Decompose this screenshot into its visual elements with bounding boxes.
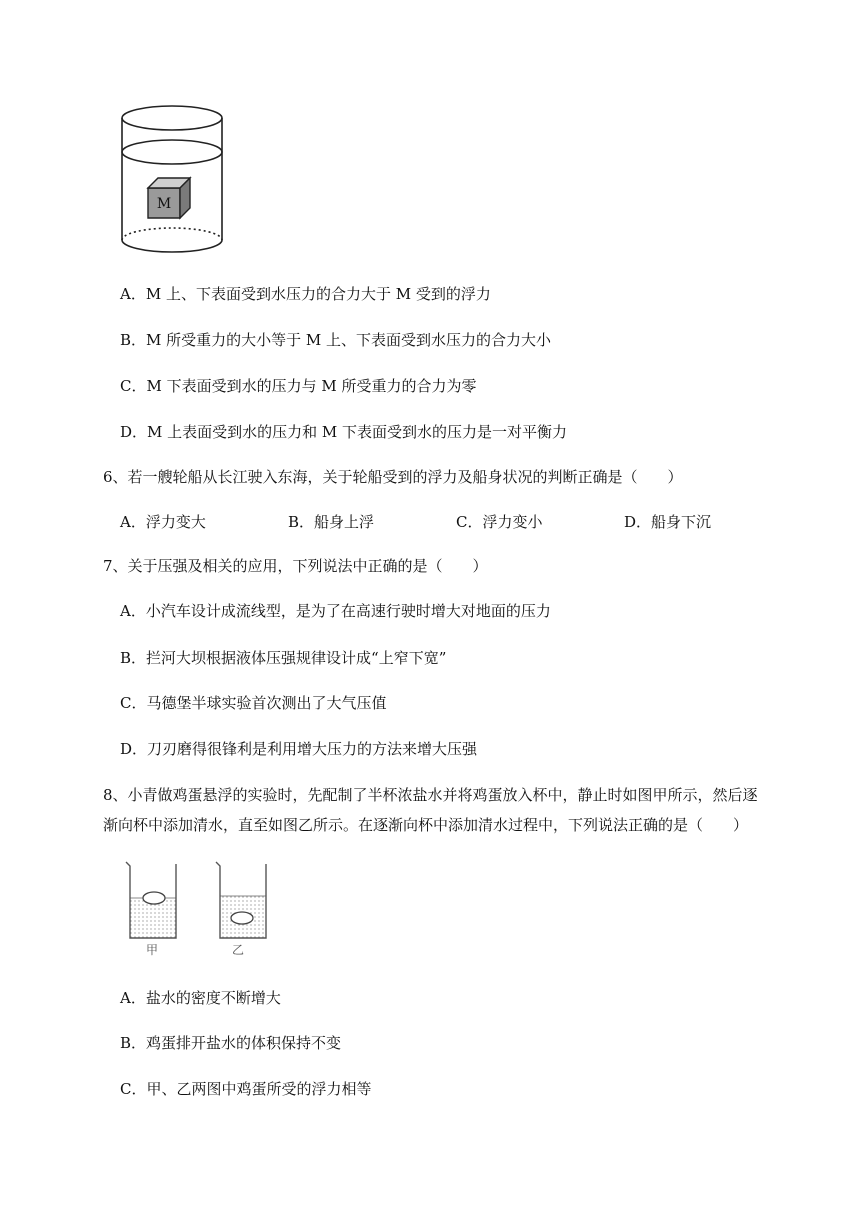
beaker-jia (126, 862, 176, 938)
beaker-label-yi: 乙 (232, 943, 245, 957)
q6-option-c: C．浮力变小 (456, 513, 543, 531)
cube-label: M (156, 196, 172, 212)
q5-option-a: A．M 上、下表面受到水压力的合力大于 M 受到的浮力 (120, 285, 491, 303)
beaker-label-jia: 甲 (146, 943, 159, 957)
q7-option-b: B．拦河大坝根据液体压强规律设计成“上窄下宽” (120, 649, 447, 667)
q6-option-a: A．浮力变大 (120, 513, 206, 531)
beakers-figure (118, 856, 278, 960)
q7-stem: 7、关于压强及相关的应用，下列说法中正确的是（ ） (103, 557, 488, 575)
q5-option-c: C．M 下表面受到水的压力与 M 所受重力的合力为零 (120, 377, 477, 395)
beaker-yi (216, 862, 266, 938)
q6-stem: 6、若一艘轮船从长江驶入东海，关于轮船受到的浮力及船身状况的判断正确是（ ） (103, 468, 683, 486)
q7-option-d: D．刀刃磨得很锋利是利用增大压力的方法来增大压强 (120, 740, 478, 758)
q8-option-a: A．盐水的密度不断增大 (120, 989, 281, 1007)
q7-option-a: A．小汽车设计成流线型，是为了在高速行驶时增大对地面的压力 (120, 602, 551, 620)
q5-option-b: B．M 所受重力的大小等于 M 上、下表面受到水压力的合力大小 (120, 331, 552, 349)
q6-option-b: B．船身上浮 (288, 513, 375, 531)
q8-option-c: C．甲、乙两图中鸡蛋所受的浮力相等 (120, 1080, 372, 1098)
q8-option-b: B．鸡蛋排开盐水的体积保持不变 (120, 1034, 342, 1052)
q6-option-d: D．船身下沉 (624, 513, 712, 531)
q7-option-c: C．马德堡半球实验首次测出了大气压值 (120, 694, 387, 712)
q8-stem-line2: 渐向杯中添加清水，直至如图乙所示。在逐渐向杯中添加清水过程中，下列说法正确的是（ ） (103, 816, 749, 834)
q8-stem-line1: 8、小青做鸡蛋悬浮的实验时，先配制了半杯浓盐水并将鸡蛋放入杯中，静止时如图甲所示，然后逐 (103, 786, 758, 804)
q5-option-d: D．M 上表面受到水的压力和 M 下表面受到水的压力是一对平衡力 (120, 423, 568, 441)
cylinder-figure (112, 100, 232, 260)
